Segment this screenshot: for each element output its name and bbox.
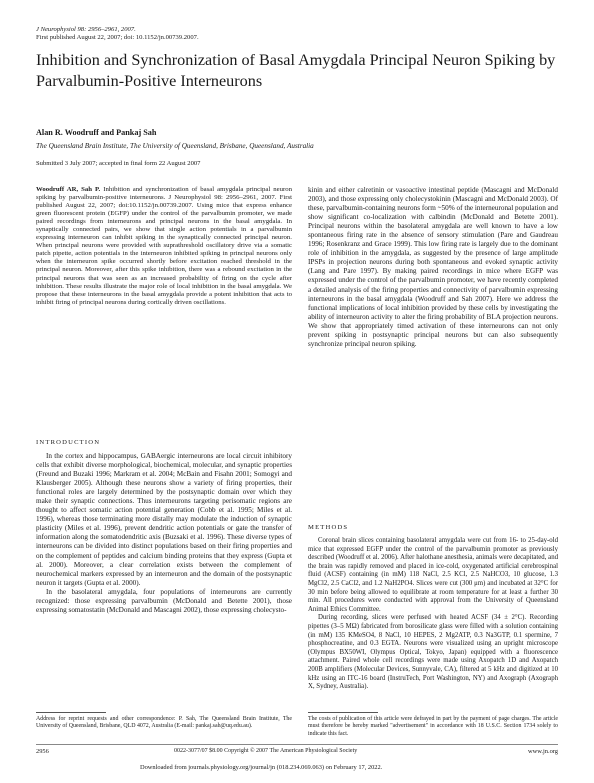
footnote-divider-right (308, 712, 378, 713)
article-title: Inhibition and Synchronization of Basal Amygdala Principal Neuron Spiking by Parvalbumin-Positive Interneurons (36, 51, 556, 90)
journal-website-link[interactable]: www.jn.org (528, 748, 558, 755)
introduction-heading: INTRODUCTION (36, 439, 101, 446)
abstract (36, 186, 292, 307)
introduction-body (36, 452, 292, 615)
download-notice: Downloaded from journals.physiology.org/journal/jn (018.234.069.063) on February 17, 2022. (140, 764, 383, 771)
correspondence-footnote: Address for reprint requests and other correspondence: P. Sah, The Queensland Brain Institute, The University of Queensland, Brisbane, QLD 4072, Australia (E-mail: pankaj.sah@uq.edu.au). (36, 716, 292, 730)
footer-divider (36, 744, 558, 745)
page-number: 2956 (36, 748, 49, 755)
copyright-line: 0022-3077/07 $8.00 Copyright © 2007 The American Physiological Society (174, 748, 358, 754)
methods-paragraph: Coronal brain slices containing basolateral amygdala were cut from 16- to 25-day-old mice that expressed EGFP under the control of the parvalbumin promoter as previously described (Woodruff et al. 2006). After halothane anesthesia, animals were decapitated, and the brain was rapidly removed and placed in ice-cold, oxygenated artificial cerebrospinal fluid (ACSF) containing (in mM) 118 NaCl, 2.5 KCl, 2.5 NaHCO3, 10 glucose, 1.3 MgCl2, 2.5 CaCl2, and 1.2 NaH2PO4. Slices were cut (300 μm) and incubated at 32°C for 30 min before being allowed to equilibrate at room temperature for at least a further 30 min. All procedures were conducted with approval from the University of Queensland Animal Ethics Committee. (308, 537, 558, 613)
submission-dates: Submitted 3 July 2007; accepted in final form 22 August 2007 (36, 160, 201, 167)
page-charge-footnote: The costs of publication of this article were defrayed in part by the payment of page charges. The article must therefore be hereby marked "advertisement" in accordance with 18 U.S.C. Section 1734 solely to indicate this fact. (308, 716, 558, 737)
abstract-lead: Woodruff AR, Sah P. (36, 186, 101, 193)
journal-header (36, 26, 199, 43)
methods-heading: METHODS (308, 524, 349, 531)
abstract-text: Inhibition and synchronization of basal amygdala principal neuron spiking by parvalbumin-positive interneurons. J Neurophysiol 98: 2956–2961, 2007. First published August 22, 2007; doi:10.1152/jn.00739.2007. Using mice that express enhance green fluorescent protein (EGFP) under the control of the parvalbumin promoter, we made paired recordings from interneurons and principal neurons in the basal amygdala. In synaptically connected pairs, we show that single action potentials in a parvalbumin expressing interneuron can inhibit spiking in the synaptically connected principal neuron. When principal neurons were provided with suprathreshold oscillatory drive via a somatic patch pipette, action potentials in the interneuron inhibited spiking in principal neurons only when the interneuron spike occurred shortly before excitation reached threshold in the principal neuron. Moreover, after this spike inhibition, there was a rebound excitation in the principal neurons that was seen as an increased probability of firing on the cycle after inhibition. These results illustrate the major role of local inhibition in the basal amygdala. We propose that these interneurons in the basal amygdala provide a potent inhibition that acts to inhibit firing of principal neurons during cortically driven oscillations. (36, 186, 293, 306)
methods-body (308, 537, 558, 692)
journal-citation: J Neurophysiol 98: 2956–2961, 2007. (36, 26, 136, 33)
footnote-divider-left (36, 712, 106, 713)
introduction-paragraph: In the cortex and hippocampus, GABAergic interneurons are local circuit inhibitory cells that exhibit diverse morphological, biochemical, molecular, and synaptic properties (Freund and Buzaki 1996; Markram et al. 2004; McBain and Fisahn 2001; Somogyi and Klausberger 2005). Although these neurons show a variety of firing properties, their functional roles are largely determined by the postsynaptic domain over which they make their synaptic connections. Thus interneurons targeting perisomatic regions are thought to affect somatic action potential generation (Cobb et al. 1995; Miles et al. 1996), whereas those terminating more distally may modulate the induction of synaptic plasticity (Miles et al. 1996), prevent dendritic action potentials or gate the transfer of information along the somatodendritic axis (Buzsaki et al. 1996). These diverse types of interneurons can be divided into distinct populations based on their firing properties and on the complement of peptides and calcium binding proteins that they express (Gupta et al. 2000). Moreover, a clear correlation exists between the complement of neurochemical markers expressed by an interneuron and the domain of the postsynaptic neuron it targets (Gupta et al. 2000). (36, 452, 292, 587)
introduction-paragraph: In the basolateral amygdala, four populations of interneurons are currently recognized: those expressing parvalbumin (McDonald and Betette 2001), those expressing somatostatin (McDonald and Mascagni 2002), those expressing cholecysto- (36, 587, 292, 614)
affiliation: The Queensland Brain Institute, The University of Queensland, Brisbane, Queensland, Australia (36, 142, 314, 150)
authors: Alan R. Woodruff and Pankaj Sah (36, 128, 157, 137)
introduction-continued: kinin and either calretinin or vasoactive intestinal peptide (Mascagni and McDonald 2003), and those expressing only cholecystokinin (Mascagni and McDonald 2003). Of these, parvalbumin-containing neurons form ~50% of the interneuronal population and show significant co-localization with calbindin (McDonald and Betette 2001). Principal neurons within the basolateral amygdala are well known to have a low spontaneous firing rate in the absence of sensory stimulation (Pare and Gaudreau 1996; Rosenkranz and Grace 1999). This low firing rate is largely due to the dominant role of inhibition in the amygdala, as suggested by the presence of large amplitude IPSPs in projection neurons during both spontaneous and evoked synaptic activity (Lang and Pare 1997). By making paired recordings in mice where EGFP was expressed under the control of the parvalbumin promoter, we have recently completed a detailed analysis of the firing properties and connectivity of parvalbumin expressing interneurons in the basal amygdala (Woodruff and Sah 2007). Here we address the functional implications of local inhibition provided by these cells by investigating the ability of interneuron activity to alter the firing probability of BLA projection neurons. We show that appropriately timed activation of these interneurons can not only prevent spiking in postsynaptic principal neurons but can also subsequently synchronize principal neuron spiking. (308, 186, 558, 348)
methods-paragraph: During recording, slices were perfused with heated ACSF (34 ± 2°C). Recording pipettes (3–5 MΩ) fabricated from borosilicate glass were filled with a solution containing (in mM) 135 KMeSO4, 8 NaCl, 10 HEPES, 2 Mg2ATP, 0.3 Na3GTP, 0.1 spermine, 7 phosphocreatine, and 0.3 EGTA. Neurons were visualized using an upright microscope (Olympus BX50WI, Olympus Optical, Tokyo, Japan) equipped with a fluorescence attachment. Paired whole cell recordings were made using Axopatch 1D and Axopatch 200B amplifiers (Molecular Devices, Sunnyvale, CA), filtered at 5 kHz and digitized at 10 kHz using an ITC-16 board (InstruTech, Port Washington, NY) and Axograph (Axograph X, Sydney, Australia). (308, 614, 558, 691)
first-published-line: First published August 22, 2007; doi: 10.1152/jn.00739.2007. (36, 34, 199, 42)
